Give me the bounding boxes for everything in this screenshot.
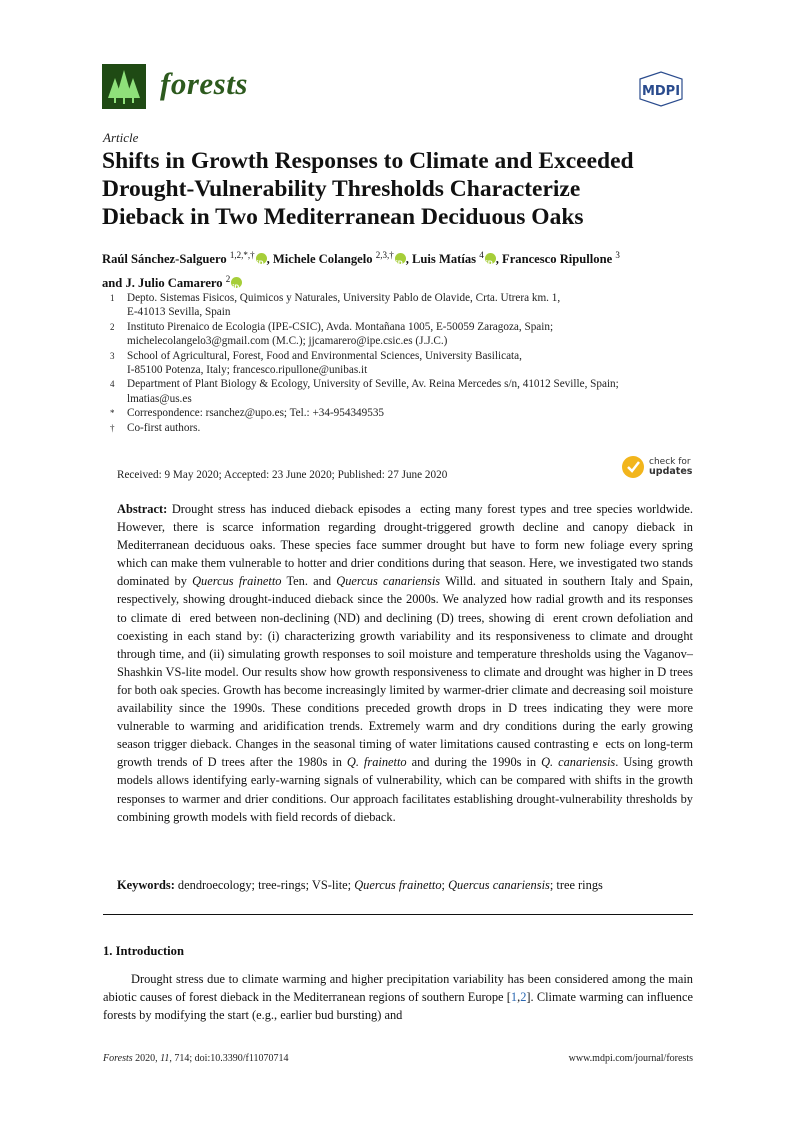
title-line: Dieback in Two Mediterranean Deciduous Oaks <box>102 204 584 230</box>
citation-link[interactable]: 1 <box>510 990 518 1005</box>
author-affil-marks: 2 <box>225 274 231 285</box>
title-line: Drought-Vulnerability Thresholds Characterize <box>102 176 581 202</box>
author-name[interactable]: and J. Julio Camarero <box>102 276 223 291</box>
footer-citation: Forests 2020, 11, 714; doi:10.3390/f11070714 <box>103 1053 289 1064</box>
author-name[interactable]: Luis Matías <box>412 252 477 267</box>
affiliations <box>102 291 702 435</box>
journal-logo <box>102 64 146 109</box>
citation-link[interactable]: 2 <box>520 990 527 1005</box>
article-title <box>102 147 702 231</box>
trees-icon <box>102 64 146 109</box>
section-heading: 1. Introduction <box>103 944 184 958</box>
mdpi-logo <box>632 71 690 107</box>
abstract-label: Abstract: <box>117 502 168 516</box>
author-affil-marks: 3 <box>615 250 620 260</box>
affiliation-item: 2 Instituto Pirenaico de Ecologia (IPE-CSIC), Avda. Montañana 1005, E-50059 Zaragoza, Spain; michelecolangelo3@gmail.com (M.C.); jjcamarero@ipe.csic.es (J.J.C.) <box>110 320 554 348</box>
orcid-icon[interactable] <box>256 253 267 264</box>
introduction-body <box>103 970 693 1024</box>
publication-dates: Received: 9 May 2020; Accepted: 23 June 2020; Published: 27 June 2020 <box>117 469 448 481</box>
abstract: Abstract: Drought stress has induced dieback episodes a ecting many forest types and tree species worldwide. However, there is scarce information regarding drought-triggered growth decline and canopy dieback in Mediterranean deciduous oaks. These species face summer drought but have to form new foliage every spring which can make them vulnerable to hotter and drier conditions during that season. Here, we investigated two stands dominated by Quercus frainetto Ten. and Quercus canariensis Willd. and situated in southern Italy and Spain, respectively, showing drought-induced dieback since the 2000s. We analyzed how radial growth and its responses to climate di ered between non-declining (ND) and declining (D) trees, showing di erent crown defoliation and coexisting in each stand by: (i) characterizing growth variability and its responsiveness to climate and drought through time, and (ii) simulating growth responses to soil moisture and temperature thresholds using the Vaganov–Shashkin VS-lite model. Our results show how growth responsiveness to climate and drought was higher in D trees for both oak species. Growth has become increasingly limited by warmer-drier climate and decreasing soil moisture availability since the 1990s. These conditions preceded growth drops in D trees indicating they were more vulnerable to warming and aridification trends. Extremely warm and dry conditions during the early growing season trigger dieback. Changes in the seasonal timing of water limitations caused contrasting e ects on long-term growth trends of D trees after the 1980s in Q. frainetto and during the 1990s in Q. canariensis. Using growth models allows identifying early-warning signals of vulnerability, which can be compared with shifts in the growth responses to warmer and drier conditions. Our approach facilitates establishing drought-vulnerability thresholds by combining growth models with field records of dieback. <box>117 502 694 824</box>
author-name[interactable]: Francesco Ripullone <box>502 252 613 267</box>
email-link[interactable]: michelecolangelo3@gmail.com (M.C.); jjcamarero@ipe.csic.es (J.J.C.) <box>127 335 448 348</box>
author-affil-marks: 4 <box>479 250 484 260</box>
journal-name: forests <box>160 66 248 101</box>
checkmark-icon <box>622 456 644 478</box>
article-type: Article <box>103 130 139 145</box>
check-for-updates-badge[interactable]: check for updates <box>622 456 702 482</box>
author-list: Raúl Sánchez-Salguero $^{1,2,*,\dagger}$ iD , Michele Colangelo $^{2,3,\dagger}$ iD , Luis Matías $^4$ iD , Francesco Ripullone $^3$ and J. Julio Camarero $^2$iD <box>102 245 702 293</box>
co-first-note: † Co-first authors. <box>110 421 201 434</box>
section-divider <box>103 914 693 915</box>
author-affil-marks: 1,2,*,† <box>229 250 255 260</box>
email-link[interactable]: lmatias@us.es <box>127 392 192 405</box>
author-name[interactable]: Raúl Sánchez-Salguero <box>102 252 227 267</box>
keywords: Keywords: dendroecology; tree-rings; VS-lite; Quercus frainetto; Quercus canariensis; tree rings <box>117 878 603 892</box>
footer-url[interactable]: www.mdpi.com/journal/forests <box>568 1053 693 1064</box>
author-name[interactable]: Michele Colangelo <box>272 252 373 267</box>
keywords-label: Keywords: <box>117 878 175 892</box>
paragraph: Drought stress due to climate warming and higher precipitation variability has been considered among the main abiotic causes of forest dieback in the Mediterranean regions of southern Europe [1,2]. Climate warming can influence forests by modifying the start (e.g., earlier bud bursting) and <box>103 972 693 1023</box>
affiliation-item: 1 Depto. Sistemas Fisicos, Quimicos y Naturales, University Pablo de Olavide, Crta. Utrera km. 1, E-41013 Sevilla, Spain <box>110 292 561 319</box>
mdpi-hexagon-icon <box>632 71 690 107</box>
correspondence: * Correspondence: rsanchez@upo.es; Tel.: +34-954349535 <box>110 407 385 420</box>
orcid-icon[interactable] <box>395 253 406 264</box>
svg-text:MDPI: MDPI <box>641 84 681 99</box>
title-line: Shifts in Growth Responses to Climate and Exceeded <box>102 148 634 174</box>
orcid-icon[interactable] <box>231 277 242 288</box>
affiliation-item: 3 School of Agricultural, Forest, Food and Environmental Sciences, University Basilicata, I-85100 Potenza, Italy; francesco.ripullone@unibas.it <box>110 349 522 377</box>
affiliation-item: 4 Department of Plant Biology & Ecology, University of Seville, Av. Reina Mercedes s/n, 41012 Seville, Spain; lmatias@us.es <box>110 378 619 405</box>
author-affil-marks: 2,3,† <box>375 250 394 260</box>
orcid-icon[interactable] <box>485 253 496 264</box>
